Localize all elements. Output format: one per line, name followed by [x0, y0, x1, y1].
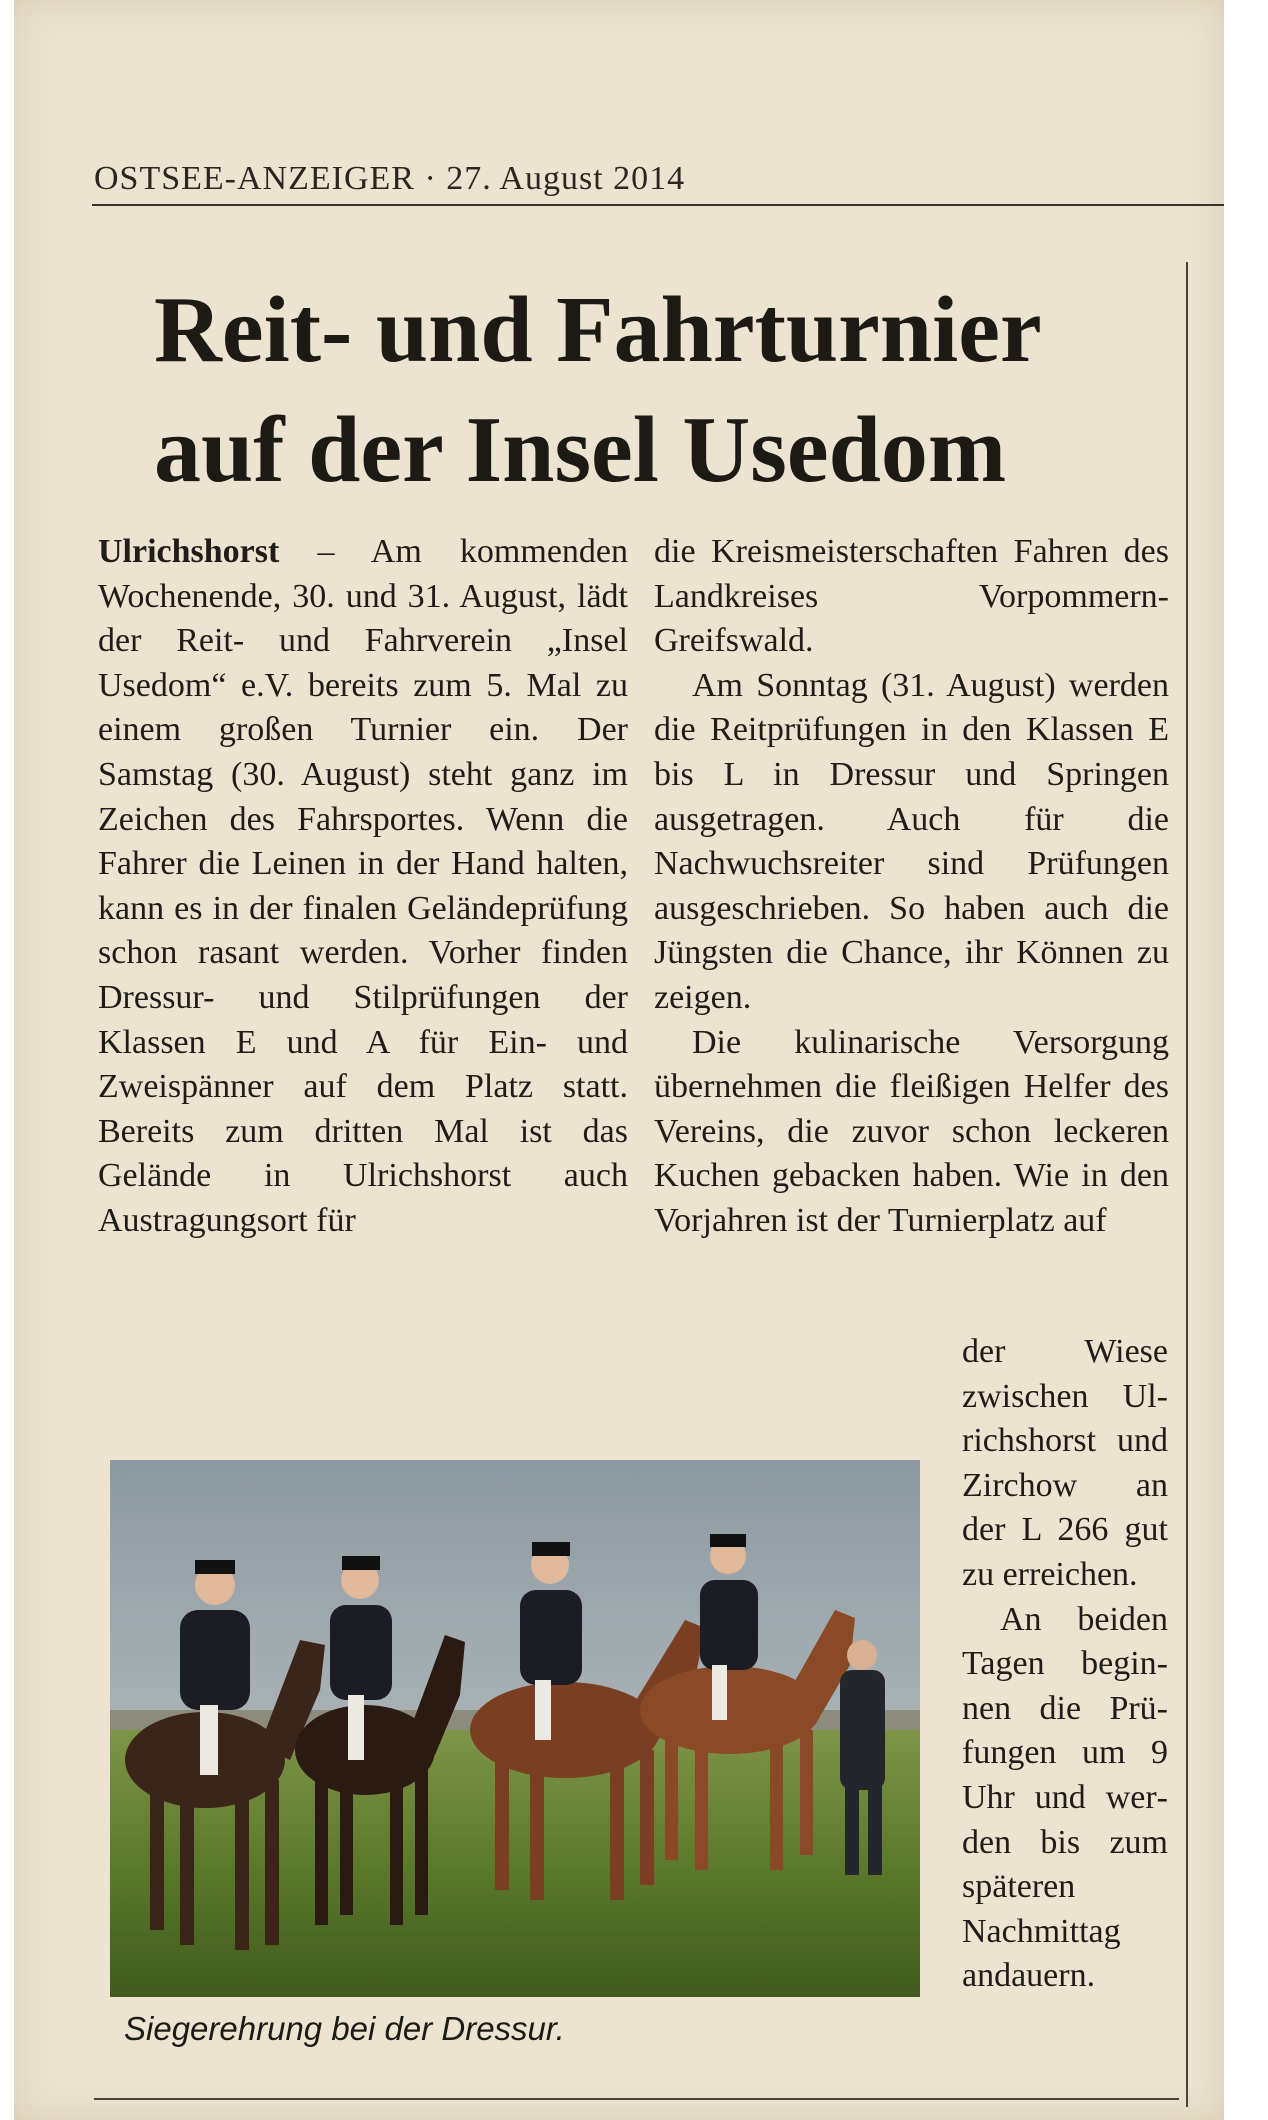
- photo-caption: Siegerehrung bei der Dressur.: [124, 2010, 565, 2047]
- photo-riders: [110, 1460, 920, 1997]
- paragraph-location: der Wiese zwischen Ulrichshorst und Zirchow an der L 266 gut zu erreichen.: [962, 1333, 1168, 1593]
- article-column-narrow: [962, 1330, 1168, 1999]
- paragraph-versorgung: Die kulinarische Versorgung übernehmen die fleißigen Helfer des Vereins, die zuvor schon leckeren Kuchen gebacken haben. Wie in den Vorjahren ist der Turnierplatz auf: [654, 1023, 1169, 1239]
- column-rule: [1186, 262, 1188, 2107]
- newspaper-clipping: [14, 0, 1224, 2120]
- publication-date: 27. August 2014: [446, 160, 686, 197]
- headline-line-1: Reit- und Fahrturnier: [154, 278, 1042, 382]
- paragraph-kreismeisterschaften: die Kreismeisterschaften Fahren des Landkreises Vorpommern- Greifswald.: [654, 533, 1169, 660]
- masthead-rule: [92, 204, 1224, 206]
- article-column-1: [98, 530, 628, 1244]
- paragraph-sonntag: Am Sonntag (31. August) werden die Reitprüfungen in den Klassen E bis L in Dressur und Springen ausgetragen. Auch für die Nachwuchsreiter sind Prüfungen ausgeschrieben. So haben auch die Jüngsten die Chance, ihr Können zu zeigen.: [654, 666, 1169, 1016]
- dateline-dash: –: [317, 533, 335, 570]
- paragraph-times: An beiden Tagen beginnen die Prüfungen um 9 Uhr und werden bis zum späteren Nachmittag andauern.: [962, 1600, 1168, 1995]
- dateline: Ulrichshorst: [98, 533, 280, 570]
- article-text-col1: Am kommenden Wochenende, 30. und 31. August, lädt der Reit- und Fahrverein „Insel Usedom“ e.V. bereits zum 5. Mal zu einem großen Turnier ein. Der Samstag (30. August) steht ganz im Zeichen des Fahrsportes. Wenn die Fahrer die Leinen in der Hand halten, kann es in der finalen Geländeprüfung schon rasant werden. Vorher finden Dressur- und Stilprüfungen der Klassen E und A für Ein- und Zweispänner auf dem Platz statt. Bereits zum dritten Mal ist das Gelände in Ulrichshorst auch Austragungsort für: [98, 533, 628, 1239]
- headline: [154, 270, 1164, 510]
- bottom-rule: [94, 2098, 1179, 2100]
- masthead: [94, 160, 685, 198]
- article-column-2: [654, 530, 1169, 1244]
- photo-illustration: [110, 1460, 920, 1997]
- masthead-separator: ·: [424, 160, 437, 197]
- publication-name: OSTSEE-ANZEIGER: [94, 160, 415, 197]
- headline-line-2: auf der Insel Usedom: [154, 398, 1007, 502]
